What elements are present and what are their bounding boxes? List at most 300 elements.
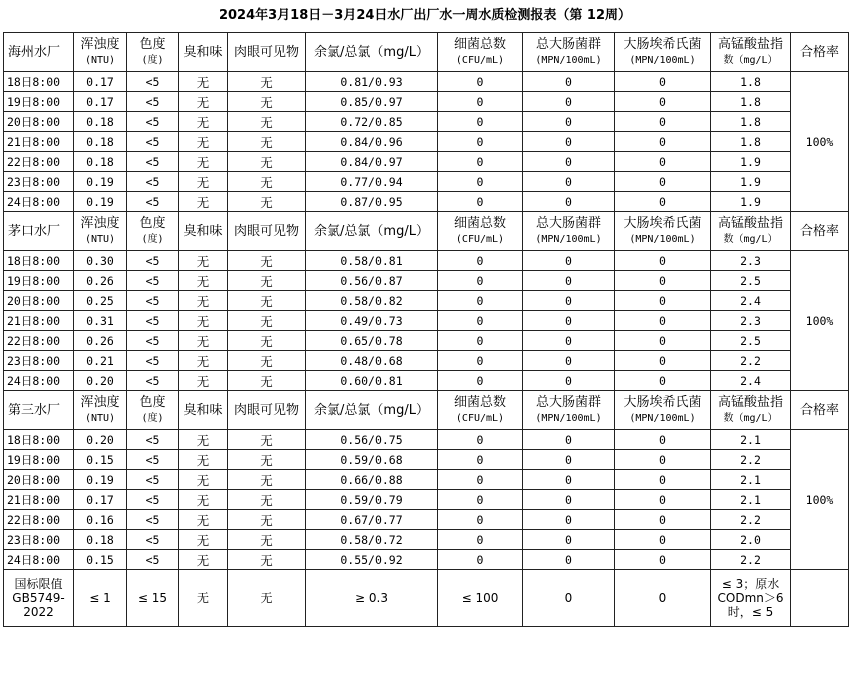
column-header-unit: (度) (141, 54, 164, 66)
cell-bacteria: 0 (438, 311, 523, 331)
cell-bacteria: 0 (438, 450, 523, 470)
cell-bacteria: 0 (438, 152, 523, 172)
water-quality-table (3, 32, 849, 627)
cell-color: <5 (127, 152, 179, 172)
column-header-color (127, 33, 179, 72)
cell-codmn: 2.3 (711, 311, 791, 331)
cell-coliform: 0 (523, 311, 615, 331)
cell-turbidity: 0.30 (74, 251, 127, 271)
cell-odor: 无 (179, 510, 228, 530)
cell-visible: 无 (228, 351, 306, 371)
cell-coliform: 0 (523, 470, 615, 490)
cell-visible: 无 (228, 331, 306, 351)
cell-chlorine: 0.84/0.96 (306, 132, 438, 152)
column-header-label: 色度 (139, 394, 166, 410)
cell-odor: 无 (179, 132, 228, 152)
cell-turbidity: 0.17 (74, 490, 127, 510)
column-header-color (127, 391, 179, 430)
cell-codmn: 2.2 (711, 351, 791, 371)
column-header-odor: 臭和味 (179, 212, 228, 251)
cell-ecoli: 0 (615, 112, 711, 132)
cell-codmn: 2.0 (711, 530, 791, 550)
cell-ecoli: 0 (615, 311, 711, 331)
cell-turbidity: 0.19 (74, 172, 127, 192)
cell-codmn: 2.5 (711, 331, 791, 351)
cell-visible: 无 (228, 371, 306, 391)
cell-chlorine: 0.55/0.92 (306, 550, 438, 570)
cell-chlorine: 0.77/0.94 (306, 172, 438, 192)
cell-coliform: 0 (523, 271, 615, 291)
cell-color: <5 (127, 72, 179, 92)
cell-codmn: 2.1 (711, 430, 791, 450)
column-header-label: 细菌总数 (453, 215, 506, 231)
cell-coliform: 0 (523, 72, 615, 92)
column-header-unit: (CFU/mL) (455, 412, 505, 424)
cell-ecoli: 0 (615, 172, 711, 192)
cell-odor: 无 (179, 172, 228, 192)
table-row (4, 351, 849, 371)
cell-turbidity: 0.17 (74, 92, 127, 112)
cell-color: <5 (127, 271, 179, 291)
cell-bacteria: 0 (438, 550, 523, 570)
cell-codmn: 1.8 (711, 72, 791, 92)
limit-color: ≤ 15 (127, 570, 179, 627)
table-row (4, 291, 849, 311)
cell-color: <5 (127, 550, 179, 570)
cell-turbidity: 0.20 (74, 371, 127, 391)
column-header-odor: 臭和味 (179, 33, 228, 72)
column-header-unit: 数（mg/L） (723, 54, 778, 66)
limit-coliform: 0 (523, 570, 615, 627)
table-row (4, 550, 849, 570)
cell-ecoli: 0 (615, 470, 711, 490)
column-header-label: 色度 (139, 215, 166, 231)
cell-odor: 无 (179, 371, 228, 391)
cell-turbidity: 0.18 (74, 530, 127, 550)
column-header-ecoli (615, 212, 711, 251)
column-header-pass-rate: 合格率 (791, 391, 849, 430)
cell-turbidity: 0.21 (74, 351, 127, 371)
column-header-chlorine: 余氯/总氯（mg/L） (306, 212, 438, 251)
table-row (4, 470, 849, 490)
column-header-visible: 肉眼可见物 (228, 212, 306, 251)
column-header-bacteria (438, 212, 523, 251)
report-title: 2024年3月18日－3月24日水厂出厂水一周水质检测报表（第 12周） (218, 8, 632, 23)
cell-coliform: 0 (523, 351, 615, 371)
column-header-unit: (MPN/100mL) (535, 54, 602, 66)
cell-coliform: 0 (523, 172, 615, 192)
cell-codmn: 2.3 (711, 251, 791, 271)
cell-color: <5 (127, 172, 179, 192)
cell-color: <5 (127, 291, 179, 311)
cell-turbidity: 0.19 (74, 470, 127, 490)
cell-coliform: 0 (523, 450, 615, 470)
pass-rate: 100% (791, 72, 849, 212)
column-header-codmn (711, 391, 791, 430)
cell-coliform: 0 (523, 510, 615, 530)
sample-time: 21日8:00 (4, 490, 74, 510)
plant-name: 茅口水厂 (4, 212, 74, 251)
table-row (4, 530, 849, 550)
cell-ecoli: 0 (615, 152, 711, 172)
cell-coliform: 0 (523, 192, 615, 212)
sample-time: 22日8:00 (4, 152, 74, 172)
cell-coliform: 0 (523, 251, 615, 271)
cell-odor: 无 (179, 351, 228, 371)
cell-coliform: 0 (523, 430, 615, 450)
cell-color: <5 (127, 490, 179, 510)
cell-visible: 无 (228, 450, 306, 470)
cell-ecoli: 0 (615, 450, 711, 470)
table-row (4, 510, 849, 530)
cell-visible: 无 (228, 172, 306, 192)
column-header-unit: (MPN/100mL) (629, 233, 696, 245)
cell-odor: 无 (179, 112, 228, 132)
cell-coliform: 0 (523, 550, 615, 570)
column-header-label: 细菌总数 (453, 394, 506, 410)
cell-coliform: 0 (523, 291, 615, 311)
cell-chlorine: 0.49/0.73 (306, 311, 438, 331)
cell-bacteria: 0 (438, 192, 523, 212)
sample-time: 20日8:00 (4, 291, 74, 311)
cell-ecoli: 0 (615, 490, 711, 510)
cell-chlorine: 0.60/0.81 (306, 371, 438, 391)
limit-label: 国标限值GB5749-2022 (4, 570, 74, 627)
column-header-coliform (523, 33, 615, 72)
cell-odor: 无 (179, 450, 228, 470)
sample-time: 18日8:00 (4, 430, 74, 450)
cell-bacteria: 0 (438, 510, 523, 530)
column-header-coliform (523, 212, 615, 251)
cell-codmn: 1.8 (711, 112, 791, 132)
cell-ecoli: 0 (615, 271, 711, 291)
column-header-unit: (度) (141, 233, 164, 245)
cell-color: <5 (127, 510, 179, 530)
cell-turbidity: 0.16 (74, 510, 127, 530)
cell-codmn: 2.5 (711, 271, 791, 291)
cell-chlorine: 0.87/0.95 (306, 192, 438, 212)
cell-odor: 无 (179, 490, 228, 510)
column-header-label: 高锰酸盐指 (717, 36, 783, 52)
cell-turbidity: 0.15 (74, 550, 127, 570)
cell-odor: 无 (179, 530, 228, 550)
cell-turbidity: 0.25 (74, 291, 127, 311)
cell-visible: 无 (228, 311, 306, 331)
cell-bacteria: 0 (438, 132, 523, 152)
cell-bacteria: 0 (438, 291, 523, 311)
cell-ecoli: 0 (615, 132, 711, 152)
cell-codmn: 2.4 (711, 371, 791, 391)
cell-color: <5 (127, 112, 179, 132)
cell-codmn: 2.4 (711, 291, 791, 311)
cell-color: <5 (127, 470, 179, 490)
column-header-bacteria (438, 33, 523, 72)
column-header-coliform (523, 391, 615, 430)
sample-time: 23日8:00 (4, 172, 74, 192)
cell-color: <5 (127, 251, 179, 271)
cell-coliform: 0 (523, 530, 615, 550)
cell-color: <5 (127, 92, 179, 112)
column-header-unit: (MPN/100mL) (629, 412, 696, 424)
cell-coliform: 0 (523, 490, 615, 510)
column-header-label: 大肠埃希氏菌 (623, 394, 702, 410)
cell-ecoli: 0 (615, 550, 711, 570)
cell-codmn: 1.9 (711, 152, 791, 172)
cell-bacteria: 0 (438, 251, 523, 271)
table-row (4, 271, 849, 291)
cell-color: <5 (127, 132, 179, 152)
cell-turbidity: 0.17 (74, 72, 127, 92)
plant-header-row (4, 33, 849, 72)
table-row (4, 430, 849, 450)
cell-codmn: 2.1 (711, 490, 791, 510)
column-header-unit: (MPN/100mL) (535, 233, 602, 245)
cell-ecoli: 0 (615, 530, 711, 550)
cell-codmn: 2.2 (711, 550, 791, 570)
column-header-label: 浑浊度 (80, 36, 120, 52)
table-row (4, 192, 849, 212)
cell-odor: 无 (179, 92, 228, 112)
cell-visible: 无 (228, 470, 306, 490)
cell-odor: 无 (179, 152, 228, 172)
column-header-bacteria (438, 391, 523, 430)
cell-chlorine: 0.85/0.97 (306, 92, 438, 112)
cell-turbidity: 0.15 (74, 450, 127, 470)
cell-bacteria: 0 (438, 430, 523, 450)
cell-visible: 无 (228, 132, 306, 152)
cell-odor: 无 (179, 430, 228, 450)
cell-chlorine: 0.67/0.77 (306, 510, 438, 530)
cell-odor: 无 (179, 72, 228, 92)
column-header-label: 总大肠菌群 (535, 36, 601, 52)
cell-visible: 无 (228, 271, 306, 291)
column-header-codmn (711, 33, 791, 72)
sample-time: 24日8:00 (4, 192, 74, 212)
cell-turbidity: 0.19 (74, 192, 127, 212)
cell-odor: 无 (179, 470, 228, 490)
cell-coliform: 0 (523, 92, 615, 112)
cell-chlorine: 0.65/0.78 (306, 331, 438, 351)
cell-color: <5 (127, 530, 179, 550)
cell-odor: 无 (179, 311, 228, 331)
column-header-visible: 肉眼可见物 (228, 33, 306, 72)
cell-chlorine: 0.56/0.87 (306, 271, 438, 291)
column-header-turbidity (74, 33, 127, 72)
sample-time: 19日8:00 (4, 92, 74, 112)
column-header-ecoli (615, 33, 711, 72)
cell-chlorine: 0.72/0.85 (306, 112, 438, 132)
column-header-unit: (CFU/mL) (455, 54, 505, 66)
column-header-unit: (NTU) (84, 233, 116, 245)
column-header-ecoli (615, 391, 711, 430)
cell-visible: 无 (228, 251, 306, 271)
column-header-label: 高锰酸盐指 (717, 394, 783, 410)
table-row (4, 172, 849, 192)
cell-bacteria: 0 (438, 271, 523, 291)
cell-ecoli: 0 (615, 92, 711, 112)
limit-visible: 无 (228, 570, 306, 627)
sample-time: 24日8:00 (4, 550, 74, 570)
cell-odor: 无 (179, 271, 228, 291)
cell-codmn: 2.1 (711, 470, 791, 490)
sample-time: 19日8:00 (4, 271, 74, 291)
cell-ecoli: 0 (615, 72, 711, 92)
table-row (4, 132, 849, 152)
sample-time: 19日8:00 (4, 450, 74, 470)
column-header-label: 浑浊度 (80, 394, 120, 410)
cell-odor: 无 (179, 331, 228, 351)
cell-coliform: 0 (523, 331, 615, 351)
limit-ecoli: 0 (615, 570, 711, 627)
cell-visible: 无 (228, 430, 306, 450)
cell-ecoli: 0 (615, 192, 711, 212)
cell-ecoli: 0 (615, 510, 711, 530)
table-row (4, 152, 849, 172)
cell-ecoli: 0 (615, 371, 711, 391)
cell-visible: 无 (228, 152, 306, 172)
cell-bacteria: 0 (438, 351, 523, 371)
cell-odor: 无 (179, 291, 228, 311)
table-row (4, 450, 849, 470)
sample-time: 22日8:00 (4, 510, 74, 530)
cell-visible: 无 (228, 72, 306, 92)
column-header-unit: 数（mg/L） (723, 412, 778, 424)
cell-color: <5 (127, 192, 179, 212)
cell-chlorine: 0.59/0.79 (306, 490, 438, 510)
cell-odor: 无 (179, 251, 228, 271)
column-header-label: 浑浊度 (80, 215, 120, 231)
cell-turbidity: 0.18 (74, 112, 127, 132)
sample-time: 24日8:00 (4, 371, 74, 391)
column-header-label: 细菌总数 (453, 36, 506, 52)
cell-chlorine: 0.59/0.68 (306, 450, 438, 470)
cell-chlorine: 0.66/0.88 (306, 470, 438, 490)
cell-turbidity: 0.26 (74, 271, 127, 291)
column-header-pass-rate: 合格率 (791, 33, 849, 72)
cell-ecoli: 0 (615, 251, 711, 271)
cell-codmn: 2.2 (711, 450, 791, 470)
cell-bacteria: 0 (438, 490, 523, 510)
cell-chlorine: 0.58/0.72 (306, 530, 438, 550)
cell-bacteria: 0 (438, 92, 523, 112)
column-header-unit: (MPN/100mL) (535, 412, 602, 424)
cell-color: <5 (127, 450, 179, 470)
limit-odor: 无 (179, 570, 228, 627)
column-header-chlorine: 余氯/总氯（mg/L） (306, 33, 438, 72)
column-header-label: 大肠埃希氏菌 (623, 36, 702, 52)
column-header-turbidity (74, 212, 127, 251)
cell-codmn: 2.2 (711, 510, 791, 530)
cell-chlorine: 0.58/0.81 (306, 251, 438, 271)
cell-coliform: 0 (523, 132, 615, 152)
cell-turbidity: 0.31 (74, 311, 127, 331)
cell-color: <5 (127, 331, 179, 351)
cell-color: <5 (127, 351, 179, 371)
limit-bacteria: ≤ 100 (438, 570, 523, 627)
cell-color: <5 (127, 430, 179, 450)
cell-codmn: 1.9 (711, 192, 791, 212)
sample-time: 20日8:00 (4, 112, 74, 132)
column-header-visible: 肉眼可见物 (228, 391, 306, 430)
table-row (4, 331, 849, 351)
column-header-label: 总大肠菌群 (535, 215, 601, 231)
cell-ecoli: 0 (615, 430, 711, 450)
cell-chlorine: 0.84/0.97 (306, 152, 438, 172)
cell-visible: 无 (228, 530, 306, 550)
sample-time: 22日8:00 (4, 331, 74, 351)
cell-bacteria: 0 (438, 331, 523, 351)
column-header-label: 色度 (139, 36, 166, 52)
cell-bacteria: 0 (438, 530, 523, 550)
cell-bacteria: 0 (438, 172, 523, 192)
cell-color: <5 (127, 371, 179, 391)
plant-name: 海州水厂 (4, 33, 74, 72)
cell-chlorine: 0.58/0.82 (306, 291, 438, 311)
table-row (4, 251, 849, 271)
plant-header-row (4, 391, 849, 430)
limit-turbidity: ≤ 1 (74, 570, 127, 627)
sample-time: 21日8:00 (4, 132, 74, 152)
cell-chlorine: 0.56/0.75 (306, 430, 438, 450)
pass-rate: 100% (791, 430, 849, 570)
cell-visible: 无 (228, 550, 306, 570)
sample-time: 18日8:00 (4, 251, 74, 271)
cell-coliform: 0 (523, 371, 615, 391)
cell-turbidity: 0.26 (74, 331, 127, 351)
cell-visible: 无 (228, 112, 306, 132)
sample-time: 18日8:00 (4, 72, 74, 92)
cell-visible: 无 (228, 490, 306, 510)
cell-ecoli: 0 (615, 351, 711, 371)
table-row (4, 490, 849, 510)
column-header-label: 大肠埃希氏菌 (623, 215, 702, 231)
cell-visible: 无 (228, 92, 306, 112)
column-header-unit: (MPN/100mL) (629, 54, 696, 66)
cell-codmn: 1.9 (711, 172, 791, 192)
column-header-turbidity (74, 391, 127, 430)
column-header-unit: (NTU) (84, 412, 116, 424)
cell-codmn: 1.8 (711, 92, 791, 112)
column-header-unit: (度) (141, 412, 164, 424)
column-header-odor: 臭和味 (179, 391, 228, 430)
national-limit-row (4, 570, 849, 627)
table-row (4, 92, 849, 112)
column-header-chlorine: 余氯/总氯（mg/L） (306, 391, 438, 430)
table-row (4, 72, 849, 92)
sample-time: 23日8:00 (4, 351, 74, 371)
column-header-codmn (711, 212, 791, 251)
cell-turbidity: 0.18 (74, 152, 127, 172)
cell-color: <5 (127, 311, 179, 331)
sample-time: 20日8:00 (4, 470, 74, 490)
cell-chlorine: 0.48/0.68 (306, 351, 438, 371)
plant-name: 第三水厂 (4, 391, 74, 430)
column-header-label: 高锰酸盐指 (717, 215, 783, 231)
cell-chlorine: 0.81/0.93 (306, 72, 438, 92)
cell-coliform: 0 (523, 152, 615, 172)
column-header-color (127, 212, 179, 251)
table-row (4, 112, 849, 132)
cell-turbidity: 0.20 (74, 430, 127, 450)
limit-codmn: ≤ 3；原水CODmn＞6时，≤ 5 (711, 570, 791, 627)
cell-turbidity: 0.18 (74, 132, 127, 152)
cell-bacteria: 0 (438, 371, 523, 391)
cell-bacteria: 0 (438, 470, 523, 490)
cell-codmn: 1.8 (711, 132, 791, 152)
cell-visible: 无 (228, 192, 306, 212)
pass-rate: 100% (791, 251, 849, 391)
cell-bacteria: 0 (438, 72, 523, 92)
